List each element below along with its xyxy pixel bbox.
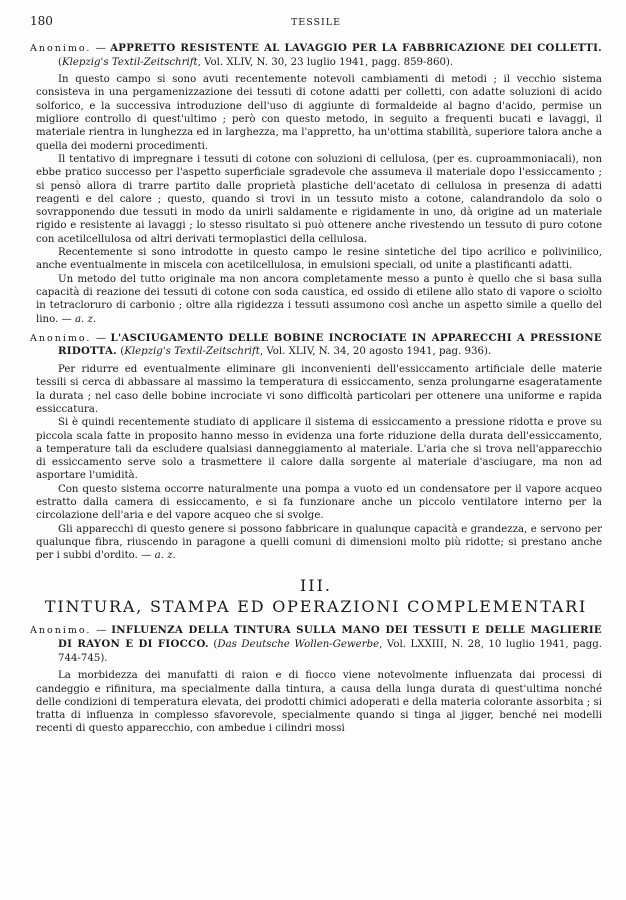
paragraph-text: Un metodo del tutto originale ma non ancora completamente messo a punto è quello che si basa sulla capacità di reazione dei tessuti di cotone con soda caustica, ed ossido di etilene allo stato di vapore o sciolto in tetracloruro di carbonio ; oltre alla rigidezza i tessuti assumono così anche un aspetto simile a quello del lino. — [36,273,602,325]
heading-dash: — [91,625,112,637]
source-journal: Das Deutsche Wollen-Gewerbe [217,639,380,651]
paragraph: Con questo sistema occorre naturalmente una pompa a vuoto ed un condensatore per il vapore acqueo estratto dalla camera di essiccamento, e si fa funzionare anche un piccolo ventilatore interno per la circolazione dell'aria e del vapore acqueo che si svolge. [36,483,602,522]
article-asciugamento [30,332,602,563]
author-initials: a. z. [154,550,176,562]
source-journal: Klepzig's Textil-Zeitschrift [124,346,260,358]
section-title: TINTURA, STAMPA ED OPERAZIONI COMPLEMENTARI [44,597,588,617]
paragraph: Per ridurre ed eventualmente eliminare gli inconvenienti dell'essiccamento artificiale delle materie tessili si cerca di abbassare al massimo la temperatura di essiccamento, senza prolungarne esageratamente la durata ; nel caso delle bobine incrociate vi sono difficoltà particolari per ottenere una uniforme e rapida essiccatura. [36,364,602,415]
article-title: APPRETTO RESISTENTE AL LAVAGGIO PER LA FABBRICAZIONE DEI COLLETTI. [110,42,602,54]
article-author: Anonimo. [30,43,92,54]
paragraph: La morbidezza dei manufatti di raion e di fiocco viene notevolmente influenzata dai processi di candeggio e rifinitura, ma specialmente dalla tintura, a causa della lunga durata di quest'ultima nonché delle condizioni di temperatura elevata, dei prodotti chimici adoperati e della materia colorante assorbita ; si tratta di influenza in complesso sfavorevole, specialmente quando si tinga al jigger, benché nei modelli recenti di questo apparecchio, con ambedue i cilindri mossi [36,670,602,735]
paragraph: Il tentativo di impregnare i tessuti di cotone con soluzioni di cellulosa, (per es. cuproammoniacali), non ebbe pratico successo per l'aspetto superficiale sgradevole che assumeva il materiale dopo l'essiccamento ; si pensò allora di trarre partito dalle proprietà plastiche dell'acetato di cellulosa in presenza di adatti reagenti e del calore ; questo, quando si trovi in un tessuto misto a cotone, calandrandolo da solo o sovrapponendo due tessuti in modo da unirli saldamente e rigidamente in uno, dà origine ad un materiale rigido e resistente ai lavaggi ; lo stesso risultato si può ottenere anche rivestendo un tessuto di puro cotone con acetilcellulosa od altri derivati termoplastici della cellulosa. [36,153,602,245]
article-heading [30,624,602,665]
paragraph-with-initials [30,273,602,326]
author-initials: a. z. [74,313,97,325]
source-journal: Klepzig's Textil-Zeitschrift [61,56,198,68]
source-open: ( [208,639,218,651]
paragraph: Si è quindi recentemente studiato di applicare il sistema di essiccamento a pressione ridotta e prove su piccola scala fatte in proposito hanno messo in evidenza una forte riduzione della durata dell'essiccamento, a temperature tali da escludere qualsiasi danneggiamento al materiale. L'aria che si trova nell'apparecchio di essiccamento serve solo a trasmettere il calore dalla sorgente al materiale d'asciugare, ma non ad asportare l'umidità. [36,417,602,482]
article-title: INFLUENZA DELLA TINTURA SULLA MANO DEI TESSUTI E DELLE MAGLIERIE DI RAYON E DI FIOCCO. [58,624,602,651]
source-open: ( [58,56,62,68]
source-open: ( [117,346,125,358]
article-author: Anonimo. [30,625,92,637]
article-heading [30,332,602,359]
article-appretto [30,42,602,326]
section-number: III. [299,576,333,596]
section-heading [30,576,602,616]
source-details: , Vol. XLIV, N. 34, 20 agosto 1941, pag. 936). [259,346,492,358]
paragraph-with-initials [30,523,602,563]
page-header [30,14,602,28]
article-influenza-tintura [30,624,602,735]
article-heading [30,42,602,69]
page-number: 180 [30,14,53,28]
article-title: L'ASCIUGAMENTO DELLE BOBINE INCROCIATE IN APPARECCHI A PRESSIONE RIDOTTA. [58,331,602,358]
article-author: Anonimo. [30,332,92,344]
paragraph-text: Gli apparecchi di questo genere si possono fabbricare in qualunque capacità e grandezza, e servono per qualunque fibra, riuscendo in paragone a quelli comuni di dimensioni molto più ridotte; si prestano anche per i subbi d'ordito. — [36,523,602,562]
source-details: , Vol. LXXIII, N. 28, 10 luglio 1941, pagg. 744-745). [58,639,602,664]
paragraph: Recentemente si sono introdotte in questo campo le resine sintetiche del tipo acrilico e polivinilico, anche eventualmente in miscela con acetilcellulosa, in emulsioni speciali, od unite a plastificanti adatti. [36,247,602,272]
running-title: TESSILE [290,17,342,28]
paragraph: In questo campo si sono avuti recentemente notevoli cambiamenti di metodi ; il vecchio sistema consisteva in una pergamenizzazione dei tessuti di cotone adatti per colletti, con adatte soluzioni di acido solforico, e la successiva introduzione dell'uso di aggiunte di formaldeide al bagno d'acido, permise un migliore controllo di quest'ultimo ; però con questo metodo, in seguito a frequenti bucati e lavaggi, il materiale rientra in lunghezza ed in larghezza, ma l'appretto, ha un'ottima stabilità, superiore talora anche a quella dei moderni procedimenti. [36,74,602,152]
heading-dash: — [91,332,111,344]
heading-dash: — [91,43,111,54]
source-details: , Vol. XLIV, N. 30, 23 luglio 1941, pagg. 859-860). [197,56,454,68]
